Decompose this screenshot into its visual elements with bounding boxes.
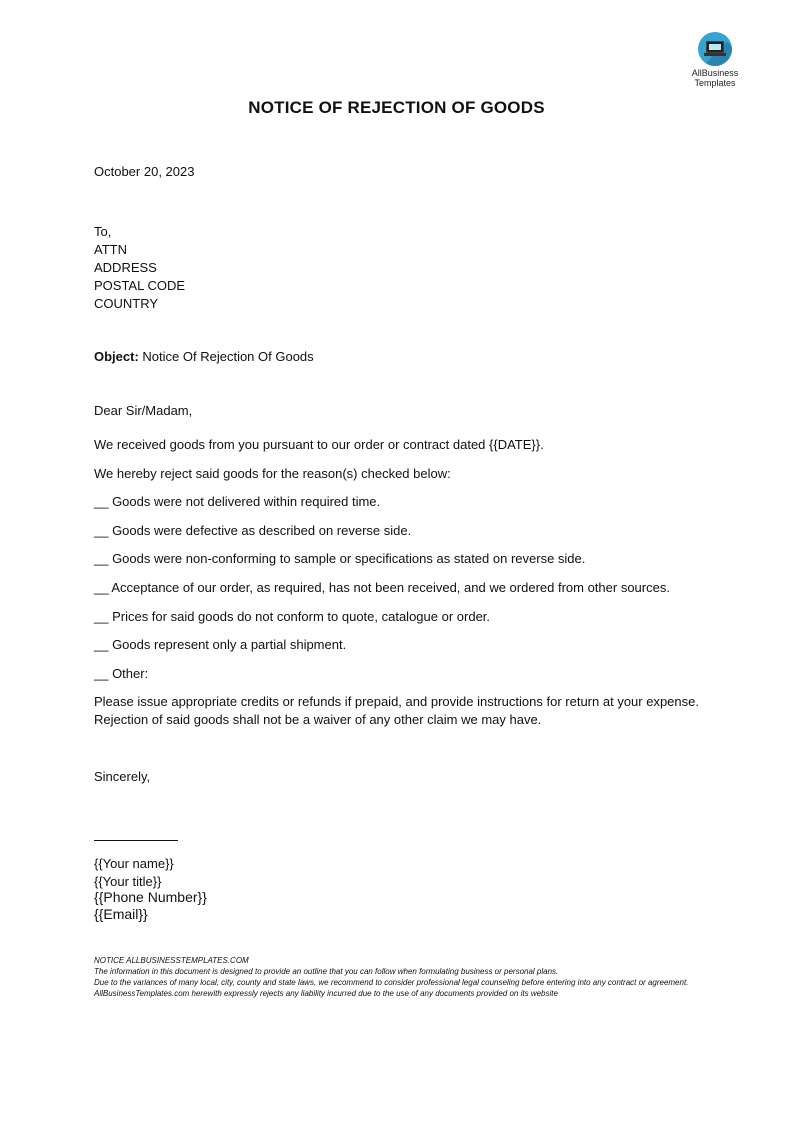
recipient-to: To, <box>94 224 112 239</box>
sign-off: Sincerely, <box>94 769 151 784</box>
signature-email: {{Email}} <box>94 906 148 922</box>
company-logo <box>683 32 747 88</box>
signature-title: {{Your title}} <box>94 874 162 889</box>
reason-item: __ Other: <box>94 666 149 681</box>
body-reject: We hereby reject said goods for the reason(s) checked below: <box>94 466 451 481</box>
reason-item: __ Goods represent only a partial shipment. <box>94 637 347 652</box>
closing-paragraph: Please issue appropriate credits or refunds if prepaid, and provide instructions for return at your expense. Rejection of said goods shall not be a waiver of any other claim we may have. <box>94 694 699 727</box>
object-line <box>94 348 314 366</box>
reason-item: __ Goods were not delivered within required time. <box>94 494 381 509</box>
recipient-address: ADDRESS <box>94 260 157 275</box>
signature-line <box>94 840 178 841</box>
reason-item: __ Goods were non-conforming to sample or specifications as stated on reverse side. <box>94 551 586 566</box>
footer-disclaimer <box>94 955 704 999</box>
greeting: Dear Sir/Madam, <box>94 403 193 418</box>
letter-date: October 20, 2023 <box>94 164 195 179</box>
footer-line-1: NOTICE ALLBUSINESSTEMPLATES.COM <box>94 956 249 965</box>
recipient-attn: ATTN <box>94 242 127 257</box>
logo-line-2: Templates <box>694 78 736 88</box>
reason-item: __ Goods were defective as described on reverse side. <box>94 523 412 538</box>
object-text: Notice Of Rejection Of Goods <box>142 349 314 364</box>
monitor-icon <box>698 32 732 66</box>
logo-text <box>683 68 747 88</box>
footer-line-2: The information in this document is designed to provide an outline that you can follow when formulating business or personal plans. <box>94 967 559 976</box>
object-label: Object: <box>94 349 139 364</box>
footer-line-3: Due to the variances of many local, city, county and state laws, we recommend to consider professional legal counseling before entering into any contract or agreement. AllBusinessTemplates.com herewith expressly rejects any liability incurred due to the use of any documents provided on its website <box>94 978 689 998</box>
signature-name: {{Your name}} <box>94 856 174 871</box>
recipient-country: COUNTRY <box>94 296 159 311</box>
logo-line-1: AllBusiness <box>691 68 739 78</box>
body-intro: We received goods from you pursuant to our order or contract dated {{DATE}}. <box>94 437 544 452</box>
signature-phone: {{Phone Number}} <box>94 889 207 905</box>
reason-item: __ Prices for said goods do not conform to quote, catalogue or order. <box>94 609 491 624</box>
reason-item: __ Acceptance of our order, as required, has not been received, and we ordered from other sources. <box>94 580 670 595</box>
recipient-postal-code: POSTAL CODE <box>94 278 186 293</box>
document-title: NOTICE OF REJECTION OF GOODS <box>248 98 545 117</box>
